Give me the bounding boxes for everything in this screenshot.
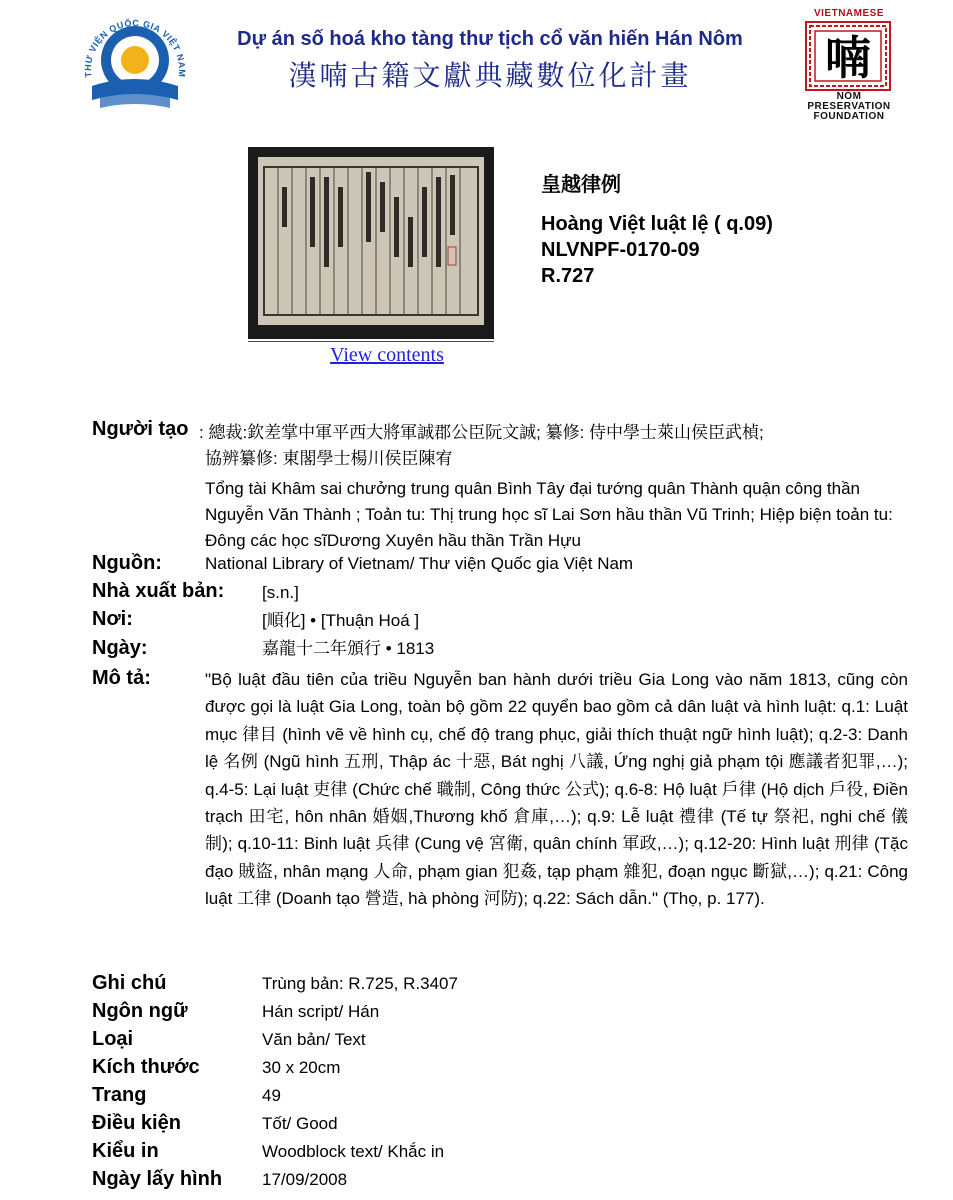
creator-label: Người tạo (92, 418, 189, 440)
publisher-value: [s.n.] (262, 583, 299, 602)
foundation-top-text: VIETNAMESE (813, 8, 884, 19)
date-value: 嘉龍十二年頒行 • 1813 (262, 639, 435, 658)
publisher-label: Nhà xuất bản: (92, 580, 225, 602)
creator-line-2: 協辨纂修: 東閣學士楊川侯臣陳宥 (205, 449, 453, 468)
print-value: Woodblock text/ Khắc in (262, 1142, 445, 1161)
description-label: Mô tả: (92, 667, 151, 689)
creator-value (199, 420, 910, 554)
foundation-char: 喃 (825, 31, 871, 85)
source-label: Nguồn: (92, 552, 162, 574)
description-value: "Bộ luật đầu tiên của triều Nguyễn ban hành dưới triều Gia Long vào năm 1813, cũng còn được gọi là luật Gia Long, toàn bộ gồm 22 quyển bao gồm cả dân luật và hình luật: q.1: Luật mục 律目 (hình vẽ về hình cụ, chế độ trang phục, giải thích thuật ngữ hình luật); q.2-3: Danh lệ 名例 (Ngũ hình 五刑, Thập ác 十惡, Bát nghị 八議, Ứng nghị giả phạm tội 應議者犯罪,…); q.4-5: Lại luật 吏律 (Chức chế 職制, Công thức 公式); q.6-8: Hộ luật 戶律 (Hộ dịch 戶役, Điền trạch 田宅, hôn nhân 婚姻,Thương khố 倉庫,…); q.9: Lễ luật 禮律 (Tế tự 祭祀, nghi chế 儀制); q.10-11: Binh luật 兵律 (Cung vệ 宮衛, quân chính 軍政,…); q.12-20: Hình luật 刑律 (Tặc đạo 賊盜, nhân mạng 人命, phạm gian 犯姦, tạp phạm 雜犯, đoạn ngục 斷獄,…); q.21: Công luật 工律 (Doanh tạo 營造, hà phòng 河防); q.22: Sách dẫn." (Thọ, p. 177). (205, 670, 908, 909)
foundation-bottom-1: NÔM (836, 91, 862, 102)
pages-label: Trang (92, 1084, 147, 1106)
imaged-date-value: 17/09/2008 (262, 1170, 348, 1189)
date-label: Ngày: (92, 637, 148, 659)
size-label: Kích thước (92, 1056, 200, 1078)
source-value: National Library of Vietnam/ Thư viện Quốc gia Việt Nam (205, 554, 634, 573)
pages-value: 49 (262, 1086, 281, 1105)
language-label: Ngôn ngữ (92, 1000, 188, 1022)
foundation-bottom-2: PRESERVATION (807, 101, 891, 112)
library-logo-text: THƯ VIỆN QUỐC GIA VIỆT NAM (82, 17, 188, 78)
national-library-logo (72, 8, 198, 120)
record-id: NLVNPF-0170-09 (541, 239, 700, 261)
print-label: Kiểu in (92, 1140, 159, 1162)
imaged-date-label: Ngày lấy hình (92, 1168, 223, 1190)
size-value: 30 x 20cm (262, 1058, 341, 1077)
foundation-emblem (805, 21, 891, 91)
type-label: Loại (92, 1028, 134, 1050)
place-value: [順化] • [Thuận Hoá ] (262, 611, 420, 630)
view-contents-link[interactable]: View contents (330, 344, 444, 366)
record-title: Hoàng Việt luật lệ ( q.09) (541, 213, 773, 235)
note-label: Ghi chú (92, 972, 167, 994)
creator-viet: Tổng tài Khâm sai chưởng trung quân Bình Tây đại tướng quân Thành quận công thần Nguyễn Văn Thành ; Toản tu: Thị trung học sĩ Lai Sơn hầu thần Vũ Trinh; Hiệp biện toản tu: Đông các học sĩDương Xuyên hầu thần Trần Hựu (205, 479, 893, 550)
creator-line-1: : 總裁:欽差掌中軍平西大將軍誠郡公臣阮文誠; 纂修: 侍中學士萊山侯臣武楨; (199, 423, 764, 442)
thumbnail-page-image (258, 157, 484, 325)
foundation-bottom-3: FOUNDATION (813, 111, 885, 122)
nom-foundation-logo (801, 8, 897, 122)
note-value: Trùng bản: R.725, R.3407 (262, 974, 458, 993)
type-value: Văn bản/ Text (262, 1030, 366, 1049)
header-title-han: 漢喃古籍文獻典藏數位化計畫 (288, 59, 692, 92)
condition-label: Điều kiện (92, 1112, 181, 1134)
foundation-bottom-text (801, 92, 897, 122)
condition-value: Tốt/ Good (262, 1114, 338, 1133)
document-thumbnail[interactable] (248, 147, 494, 339)
place-label: Nơi: (92, 608, 133, 630)
language-value: Hán script/ Hán (262, 1002, 380, 1021)
thumbnail-divider (248, 341, 494, 342)
record-ref: R.727 (541, 265, 595, 287)
header-title: Dự án số hoá kho tàng thư tịch cổ văn hiến Hán Nôm (237, 28, 743, 50)
record-title-han: 皇越律例 (541, 172, 621, 196)
